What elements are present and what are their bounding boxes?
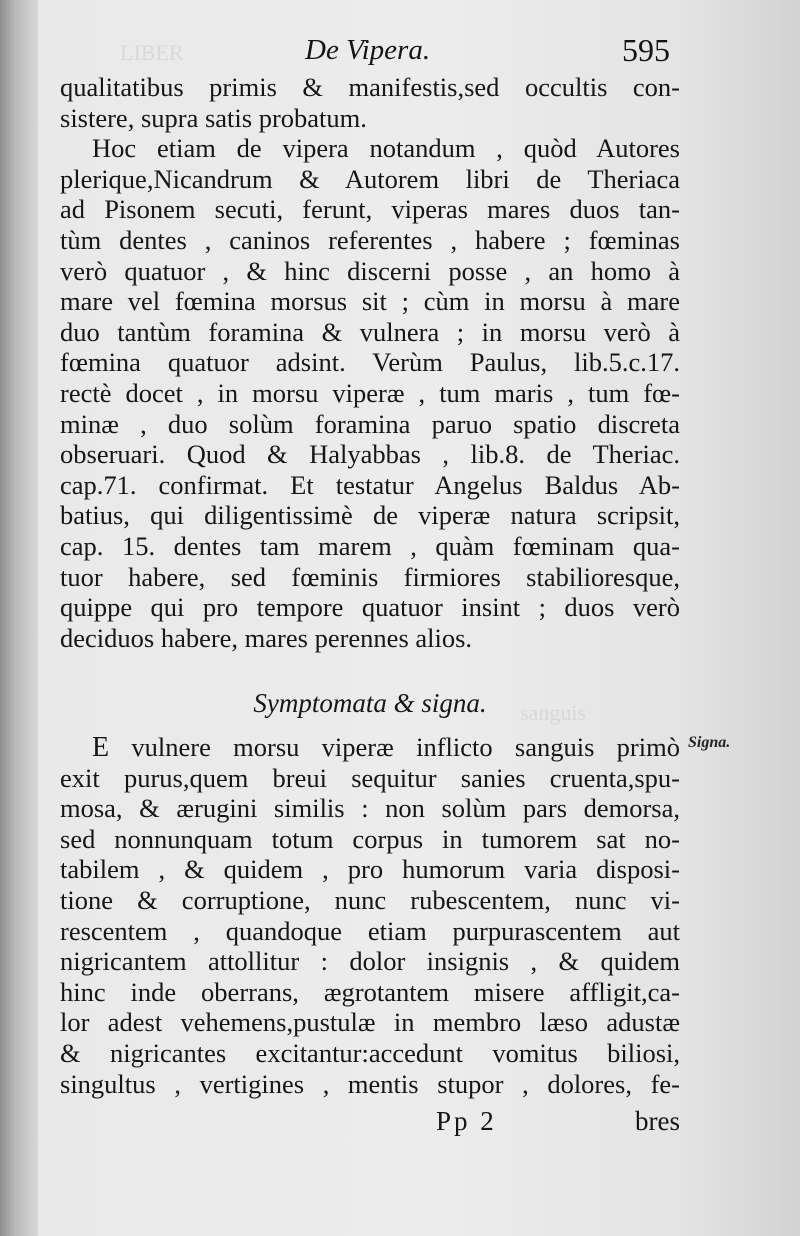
section-heading: Symptomata & signa. xyxy=(253,688,487,718)
text-column-bottom xyxy=(60,732,680,1099)
catchword: bres xyxy=(635,1106,680,1136)
text-line: rescentem , quandoque etiam purpurascentem aut xyxy=(60,915,680,946)
text-line: cap.71. confirmat. Et testatur Angelus Baldus Ab- xyxy=(60,469,680,500)
text-line: qualitatibus primis & manifestis,sed occultis con- xyxy=(60,72,680,102)
text-line: duo tantùm foramina & vulnera ; in morsu verò à xyxy=(60,316,680,347)
text-line: exit purus,quem breui sequitur sanies cruenta,spu- xyxy=(60,762,680,793)
text-line: rectè docet , in morsu viperæ , tum maris , tum fœ- xyxy=(60,377,680,408)
show-through-text: LIBER xyxy=(120,40,184,65)
text-line: deciduos habere, mares perennes alios. xyxy=(60,622,473,653)
page-gutter xyxy=(0,0,38,1236)
text-line: cap. 15. dentes tam marem , quàm fœminam qua- xyxy=(60,530,680,561)
text-line: fœmina quatuor adsint. Verùm Paulus, lib.5.c.17. xyxy=(60,347,680,378)
text-line: nigricantem attollitur : dolor insignis , & quidem xyxy=(60,946,680,977)
text-line: & nigricantes excitantur:accedunt vomitus biliosi, xyxy=(60,1037,680,1068)
text-line-first xyxy=(60,732,680,763)
text-line: ad Pisonem secuti, ferunt, viperas mares duos tan- xyxy=(60,194,680,225)
text-line: tùm dentes , caninos referentes , habere ; fœminas xyxy=(60,224,680,255)
running-title: De Vipera. xyxy=(305,34,431,66)
text-line: tuor habere, sed fœminis firmiores stabilioresque, xyxy=(60,561,680,592)
marginal-note: Signa. xyxy=(688,734,731,751)
text-line: quippe qui pro tempore quatuor insint ; duos verò xyxy=(60,592,680,623)
initial-letter: E xyxy=(92,732,110,763)
text-line: plerique,Nicandrum & Autorem libri de Theriaca xyxy=(60,163,680,194)
text-line: tabilem , & quidem , pro humorum varia disposi- xyxy=(60,854,680,885)
page-number: 595 xyxy=(622,32,670,68)
text-line: verò quatuor , & hinc discerni posse , an homo à xyxy=(60,255,680,286)
text-line-rest: vulnere morsu viperæ inflicto sanguis primò xyxy=(109,732,680,762)
text-line: obseruari. Quod & Halyabbas , lib.8. de Theriac. xyxy=(60,439,680,470)
text-line: minæ , duo solùm foramina paruo spatio discreta xyxy=(60,408,680,439)
text-column-top xyxy=(60,72,680,653)
text-line: sed nonnunquam totum corpus in tumorem sat no- xyxy=(60,823,680,854)
text-line: tione & corruptione, nunc rubescentem, nunc vi- xyxy=(60,884,680,915)
text-line: mare vel fœmina morsus sit ; cùm in morsu à mare xyxy=(60,286,680,317)
signature-mark: Pp 2 xyxy=(436,1106,497,1136)
text-line: lor adest vehemens,pustulæ in membro læso adustæ xyxy=(60,1007,680,1038)
text-line: hinc inde oberrans, ægrotantem misere affligit,ca- xyxy=(60,976,680,1007)
text-line: batius, qui diligentissimè de viperæ natura scripsit, xyxy=(60,500,680,531)
footer-line xyxy=(60,1106,680,1140)
text-line: sistere, supra satis probatum. xyxy=(60,102,367,133)
text-line: Hoc etiam de vipera notandum , quòd Autores xyxy=(92,133,680,164)
show-through-text: sanguis xyxy=(520,700,586,725)
text-line: mosa, & ærugini similis : non solùm pars demorsa, xyxy=(60,793,680,824)
text-line: singultus , vertigines , mentis stupor , dolores, fe- xyxy=(60,1068,680,1099)
